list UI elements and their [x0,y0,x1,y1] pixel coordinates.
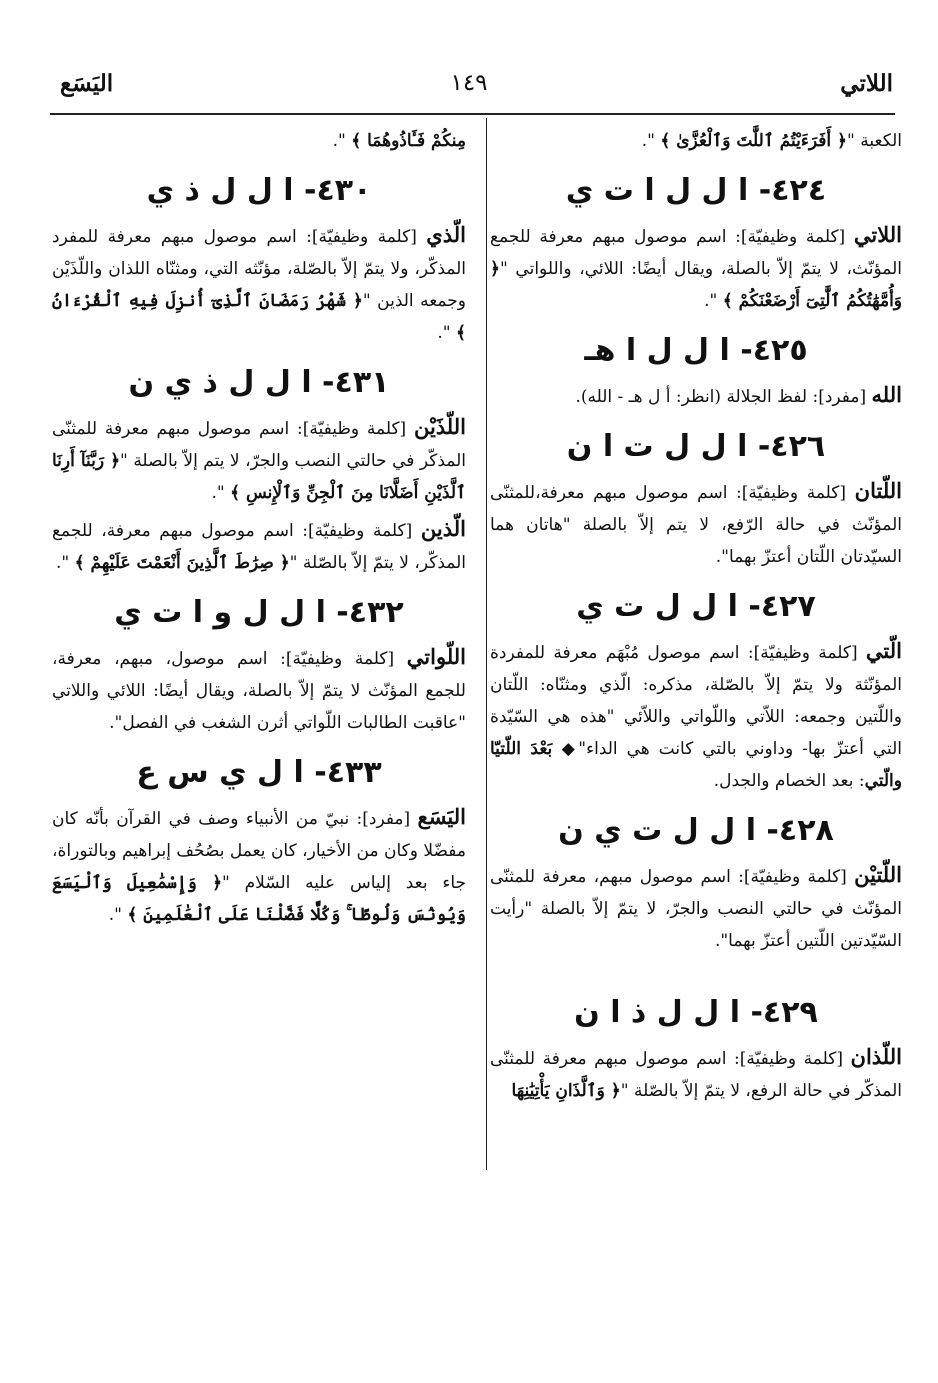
entry-heading-433: ٤٣٣- ا ل ي س ع [136,755,382,790]
running-head-right: اللاتي [840,70,893,97]
entry-heading-426: ٤٢٦- ا ل ل ت ا ن [566,429,826,464]
running-head-left: اليَسَع [60,70,114,97]
headword: اللّذَيْن [413,414,466,439]
entry-heading-430: ٤٣٠- ا ل ل ذ ي [146,173,372,208]
headword: الله [871,382,902,407]
headword: الّذي [426,222,466,247]
entry-433: اليَسَع [مفرد]: نبيّ من الأنبياء وصف في القرآن بأنّه كان مفضّلا وكان من الأخيار، كان يعمل بصُحُف إبراهيم وبالتوراة، جاء بعد إلياس عليه السّلام "﴿ وَإِسْمَٰعِيلَ وَٱلْيَسَعَ وَيُونُسَ وَلُوطًا ۚ وَكُلًّا فَضَّلْنَا عَلَى ٱلْعَٰلَمِينَ ﴾ ". [52,804,467,925]
quran-quote: ﴿ وَأُمَّهَٰتُكُمُ ٱلَّٰتِىٓ أَرْضَعْنَكُمْ ﴾ [490,259,902,311]
header-rule [50,113,895,115]
headword: اللّواتي [406,644,466,669]
entry-424: اللاتي [كلمة وظيفيّة]: اسم موصول مبهم معرفة للجمع المؤنّث، لا يتمّ إلاّ بالصلة، ويقال أيضًا: اللائي، واللواتي "﴿ وَأُمَّهَٰتُكُمُ ٱلَّٰتِىٓ أَرْضَعْنَكُمْ ﴾ ". [490,222,902,311]
entry-heading-432: ٤٣٢- ا ل ل و ا ت ي [114,595,404,630]
entry-426: اللّتان [كلمة وظيفيّة]: اسم موصول مبهم معرفة،للمثنّى المؤنّث في حالة الرّفع، لا يتم إلاّ بالصلة "هاتان هما السيّدتان اللّتان أعتزّ بهما". [490,478,902,567]
entry-heading-429: ٤٢٩- ا ل ل ذ ا ن [574,995,818,1030]
headword: الّذين [420,516,466,541]
headword: اللّتيْن [854,862,902,887]
entry-heading-431: ٤٣١- ا ل ل ذ ي ن [128,365,390,400]
quran-quote: مِنكُمْ فَـَٔاذُوهُمَا ﴾ [351,131,466,151]
headword: اللاتي [853,222,902,247]
entry-425: الله [مفرد]: لفظ الجلالة (انظر: أ ل هـ - الله). [575,382,902,407]
entry-431: اللّذَيْن [كلمة وظيفيّة]: اسم موصول مبهم معرفة للمثنّى المذكّر في حالتي النصب والجرّ، لا يتم إلاّ بالصلة "﴿ رَبَّنَآ أَرِنَا ٱلَّذَيْنِ أَضَلَّانَا مِنَ ٱلْجِنِّ وَٱلْإِنسِ ﴾ ". [52,414,466,503]
continuation-text: مِنكُمْ فَـَٔاذُوهُمَا ﴾ ". [332,131,466,151]
headword: الّتي [865,638,902,663]
headword: اليَسَع [417,804,466,829]
entry-heading-424: ٤٢٤- ا ل ل ا ت ي [565,173,827,208]
entry-heading-428: ٤٢٨- ا ل ل ت ي ن [558,813,834,848]
column-divider [486,118,487,1170]
quran-quote: ﴿ رَبَّنَآ أَرِنَا ٱلَّذَيْنِ أَضَلَّانَا مِنَ ٱلْجِنِّ وَٱلْإِنسِ ﴾ [52,451,466,503]
entry-heading-427: ٤٢٧- ا ل ل ت ي [576,589,816,624]
headword: اللّتان [854,478,902,503]
quran-quote: ﴿ أَفَرَءَيْتُمُ ٱللَّٰتَ وَٱلْعُزَّىٰ ﴾ [660,131,848,151]
page-number: ١٤٩ [450,70,488,96]
continuation-text: الكعبة "﴿ أَفَرَءَيْتُمُ ٱللَّٰتَ وَٱلْعُزَّىٰ ﴾ ". [641,131,902,151]
entry-430: الّذي [كلمة وظيفيّة]: اسم موصول مبهم معرفة للمفرد المذكّر، ولا يتمّ إلاّ بالصّلة، مؤنّثه التي، ومثنّاه اللذان واللّذَيْن وجمعه الذين "﴿ شَهْرُ رَمَضَانَ ٱلَّذِىٓ أُنزِلَ فِيهِ ٱلْقُرْءَانُ ﴾ ". [52,222,466,343]
right-column [490,125,902,1111]
entry-432: اللّواتي [كلمة وظيفيّة]: اسم موصول، مبهم، معرفة، للجمع المؤنّث لا يتمّ إلاّ بالصلة، ويقال أيضًا: اللائي واللاتي "عاقبت الطالبات اللّواتي أثرن الشغب في الفصل". [52,644,466,733]
quran-quote: ﴿ وَٱلَّذَانِ يَأْتِيَٰنِهَا [511,1081,621,1101]
headword: اللّذان [850,1044,902,1069]
quran-quote: ﴿ وَإِسْمَٰعِيلَ وَٱلْيَسَعَ وَيُونُسَ وَلُوطًا ۚ وَكُلًّا فَضَّلْنَا عَلَى ٱلْعَٰلَمِينَ ﴾ [52,873,466,925]
entry-heading-425: ٤٢٥- ا ل ل ا هـ [584,333,808,368]
entry-431-plural: الّذين [كلمة وظيفيّة]: اسم موصول مبهم معرفة، للجمع المذكّر، لا يتمّ إلاّ بالصّلة "﴿ صِرَٰطَ ٱلَّذِينَ أَنْعَمْتَ عَلَيْهِمْ ﴾ ". [52,516,466,573]
quran-quote: ﴿ صِرَٰطَ ٱلَّذِينَ أَنْعَمْتَ عَلَيْهِمْ ﴾ [74,553,290,573]
entry-428: اللّتيْن [كلمة وظيفيّة]: اسم موصول مبهم، معرفة للمثنّى المؤنّث في حالتي النصب والجرّ، لا يتمّ إلاّ بالصلة "رأيت السّيّدتين اللّتين أعتزّ بهما". [490,862,902,951]
left-column [52,125,466,935]
idiom: ◆ بَعْدَ اللّتيّا والّتي [490,739,902,791]
entry-427: الّتي [كلمة وظيفيّة]: اسم موصول مُبْهَم معرفة للمفردة المؤنّثة ولا يتمّ إلاّ بالصّلة، مذكره: الّذي ومثنّاه: اللّتان واللّتين وجمعه: اللاّتي واللّواتي واللاّئي "هذه هي السّيّدة التي أعتزّ بها- وداوني بالتي كانت هي الداء"◆ بَعْدَ اللّتيّا والّتي: بعد الخصام والجدل. [490,638,902,791]
quran-quote: ﴿ شَهْرُ رَمَضَانَ ٱلَّذِىٓ أُنزِلَ فِيهِ ٱلْقُرْءَانُ ﴾ [52,291,466,343]
entry-429: اللّذان [كلمة وظيفيّة]: اسم موصول مبهم معرفة للمثنّى المذكّر في حالة الرفع، لا يتمّ إلاّ بالصّلة "﴿ وَٱلَّذَانِ يَأْتِيَٰنِهَا [490,1044,902,1101]
